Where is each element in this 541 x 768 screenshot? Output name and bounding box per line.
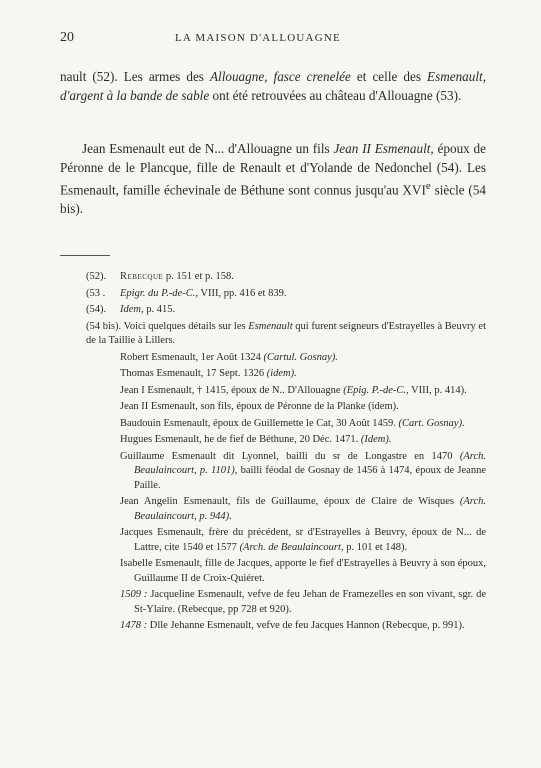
paragraph-2 [60,140,486,218]
italic-text: Jean II Esmenault, [333,141,434,156]
italic-text: Idem, [120,304,144,315]
text: Voici quelques détails sur les [123,320,249,332]
footnote-entry [86,367,486,382]
footnote-entry [86,400,486,415]
text: p. 415. [143,304,176,315]
entry-text: Baudouin Esmenault, époux de Guillemette le Cat, 30 Août 1459. [120,417,399,429]
footnote-entry [86,450,486,494]
entry-text: VIII, p. 414). [408,384,467,396]
text: Rebecque [120,271,164,282]
text: p. 151 et p. 158. [163,271,234,282]
italic-text: Epigr. du P.-de-C., [120,287,198,299]
entry-text: Dlle Jehanne Esmenault, vefve de feu Jacques Hannon (Rebecque, p. 991). [147,620,465,631]
footnote-entry [86,384,486,399]
entry-text: Isabelle Esmenault, fille de Jacques, apporte le fief d'Estrayelles à Beuvry à son époux, Guillaume II de Croix-Quiéret. [120,558,486,584]
paragraph-1 [60,68,486,105]
italic-text: Allouagne, fasce crenelée [209,69,351,84]
footnote-entry [86,557,486,586]
running-head: LA MAISON D'ALLOUAGNE [175,32,341,44]
entry-text: Jean Angelin Esmenault, fils de Guillaume, époux de Claire de Wisques [120,496,460,507]
footnote-entry [86,495,486,524]
footnote-rule [60,255,110,256]
footnote-entry [86,619,486,634]
footnote-54 [86,303,486,318]
entry-text: Jean I Esmenault, † 1415, époux de N.. D'Allouagne [120,384,344,396]
italic-text: Esmenault [248,320,293,332]
footnote-number: (54). [86,304,107,315]
footnote-54-bis [86,320,486,349]
entry-source: (Arch. de Beaulaincourt, [239,541,344,553]
entry-source: (Cart. Gosnay). [398,417,465,429]
entry-text: Jacqueline Esmenault, vefve de feu Jehan de Framezelles en son vivant, sgr. de St-Ylaire. (Rebecque, pp 728 et 920). [134,589,486,615]
page-number: 20 [60,30,74,45]
text: et celle des [350,69,428,84]
text: époux de Péronne de le Plancque, fille de Renault et d'Yolande de Nedonchel (54). Les Esmenault, famille échevinale de Béthune sont connus jusqu'au XVI [60,141,487,198]
entry-year: 1478 : [120,620,148,631]
entry-text: Thomas Esmenault, 17 Sept. 1326 [120,368,267,379]
footnotes [86,270,486,636]
text: VIII, pp. 416 et 839. [197,287,287,299]
entry-text: p. 101 et 148). [343,541,408,553]
footnote-entries [86,351,486,634]
entry-source: (idem). [266,368,297,379]
footnote-52 [86,270,486,285]
text: Jean Esmenault eut de N... d'Allouagne un fils [82,141,334,156]
entry-text: Robert Esmenault, 1er Août 1324 [120,351,264,363]
entry-source: (Idem). [360,434,392,445]
entry-source: (Cartul. Gosnay). [263,351,338,363]
entry-source: (Arch. Beaulaincourt, p. 1101), [134,450,486,476]
footnote-entry [86,588,486,617]
entry-text: Guillaume Esmenault dit Lyonnel, bailli du sr de Longastre en 1470 [120,450,460,462]
entry-text: Hugues Esmenault, he de fief de Béthune, 20 Déc. 1471. [120,434,361,445]
entry-source: (Epig. P.-de-C., [343,384,409,396]
italic-text: Esmenault, d'argent à la bande de sable [60,69,486,103]
entry-text: Jacques Esmenault, frère du précédent, sr d'Estrayelles à Beuvry, époux de N... de Lattre, cite 1540 et 1577 [120,527,486,553]
footnote-number: (53 . [86,287,106,299]
footnote-number: (52). [86,271,107,282]
footnote-entry [86,351,486,366]
entry-year: 1509 : [120,589,148,600]
footnote-53 [86,287,486,302]
text: ont été retrouvées au château d'Allouagne (53). [209,87,462,103]
text: nault (52). Les armes des [60,69,210,84]
footnote-entry [86,526,486,555]
footnote-entry [86,417,486,432]
text: siècle (54 bis). [60,182,486,216]
entry-source: (Arch. Beaulaincourt, p. 944). [134,496,486,522]
footnote-number: (54 bis). [86,320,122,332]
text: qui furent seigneurs d'Estrayelles à Beuvry et de la Taillie à Lillers. [86,320,486,346]
superscript: e [425,180,431,192]
footnote-entry [86,433,486,448]
entry-text: Jean II Esmenault, son fils, époux de Péronne de la Planke (idem). [120,401,399,412]
entry-text: bailli féodal de Gosnay de 1456 à 1474, époux de Jeanne Paille. [134,465,486,491]
